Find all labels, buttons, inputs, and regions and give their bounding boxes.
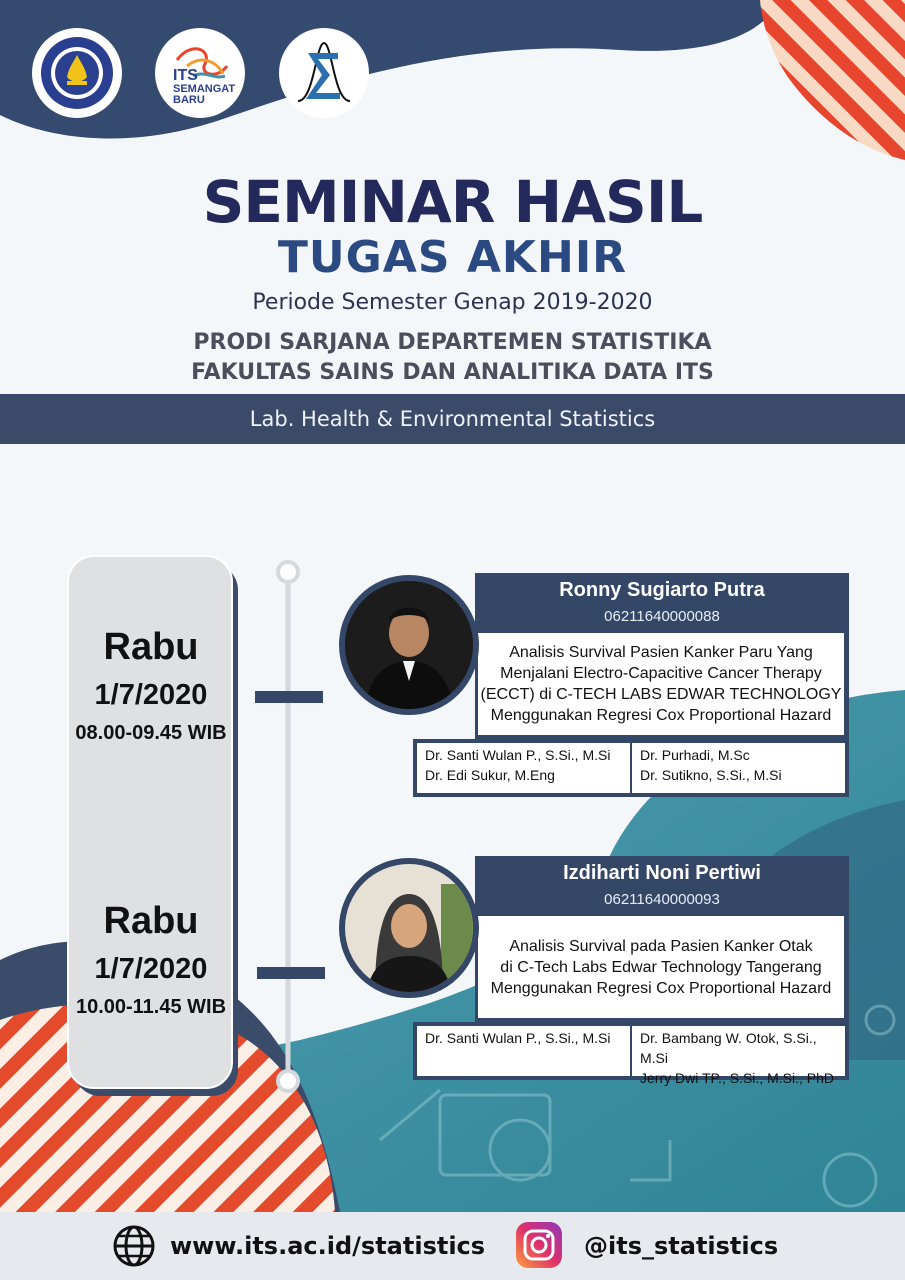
lab-band bbox=[0, 394, 905, 444]
its-logo-text: ITS bbox=[173, 67, 198, 84]
period-subtitle: Periode Semester Genap 2019-2020 bbox=[252, 290, 653, 315]
session2-lecturers-right: Dr. Bambang W. Otok, S.Si., M.Si Jerry Dwi TP., S.Si., M.Si., PhD bbox=[630, 1026, 845, 1076]
session2-lecturers bbox=[413, 1022, 849, 1086]
session2-date: 1/7/2020 bbox=[94, 953, 208, 985]
session1-student-id: 06211640000088 bbox=[604, 608, 720, 625]
session1-time: 08.00-09.45 WIB bbox=[75, 722, 227, 744]
footer-bar bbox=[0, 1212, 905, 1280]
program-heading bbox=[0, 328, 905, 388]
session1-lecturers-right: Dr. Purhadi, M.Sc Dr. Sutikno, S.Si., M.Si bbox=[630, 743, 845, 793]
session1-lecturers-left: Dr. Santi Wulan P., S.Si., M.Si Dr. Edi Sukur, M.Eng bbox=[425, 747, 611, 783]
globe-icon bbox=[112, 1224, 156, 1268]
session2-day: Rabu bbox=[103, 900, 199, 942]
session2-datetime bbox=[70, 900, 232, 1019]
session1-student-name: Ronny Sugiarto Putra bbox=[559, 579, 765, 601]
session2-name-bar bbox=[475, 856, 849, 914]
program-line2: FAKULTAS SAINS DAN ANALITIKA DATA ITS bbox=[191, 360, 714, 385]
statistics-sigma-logo bbox=[279, 28, 369, 118]
session1-name-bar bbox=[475, 573, 849, 631]
website-link[interactable]: www.its.ac.id/statistics bbox=[170, 1232, 486, 1260]
title-line1: SEMINAR HASIL bbox=[202, 168, 703, 236]
session1-date: 1/7/2020 bbox=[94, 679, 208, 711]
session1-thesis-title: Analisis Survival Pasien Kanker Paru Yang Menjalani Electro-Capacitive Cancer Therapy (ECCT) di C-TECH LABS EDWAR TECHNOLOGY Menggunakan Regresi Cox Proportional Hazard bbox=[480, 644, 842, 724]
its-logo-subtext: SEMANGAT bbox=[173, 83, 236, 95]
session2-time: 10.00-11.45 WIB bbox=[75, 996, 227, 1018]
program-line1: PRODI SARJANA DEPARTEMEN STATISTIKA bbox=[193, 330, 712, 355]
instagram-icon bbox=[514, 1220, 564, 1270]
its-emblem-icon bbox=[32, 28, 122, 118]
title-line2: TUGAS AKHIR bbox=[277, 232, 628, 283]
session1-datetime bbox=[70, 626, 232, 745]
session2-student-photo bbox=[339, 858, 479, 998]
lab-name: Lab. Health & Environmental Statistics bbox=[249, 407, 656, 431]
session1-student-photo bbox=[339, 575, 479, 715]
instagram-handle[interactable]: @its_statistics bbox=[584, 1232, 779, 1260]
session1-lecturers bbox=[413, 739, 849, 797]
session1-thesis-title-box bbox=[478, 633, 844, 735]
session2-thesis-title: Analisis Survival pada Pasien Kanker Otak di C-Tech Labs Edwar Technology Tangerang Menggunakan Regresi Cox Proportional Hazard bbox=[490, 937, 832, 997]
its-semangat-baru-logo bbox=[155, 28, 245, 118]
session1-day: Rabu bbox=[103, 626, 199, 668]
session2-thesis-title-box bbox=[478, 916, 844, 1018]
its-logo-subtext2: BARU bbox=[173, 94, 205, 106]
session2-lecturers-left: Dr. Santi Wulan P., S.Si., M.Si bbox=[425, 1030, 611, 1046]
session2-student-id: 06211640000093 bbox=[604, 891, 720, 908]
session2-student-name: Izdiharti Noni Pertiwi bbox=[563, 862, 761, 884]
